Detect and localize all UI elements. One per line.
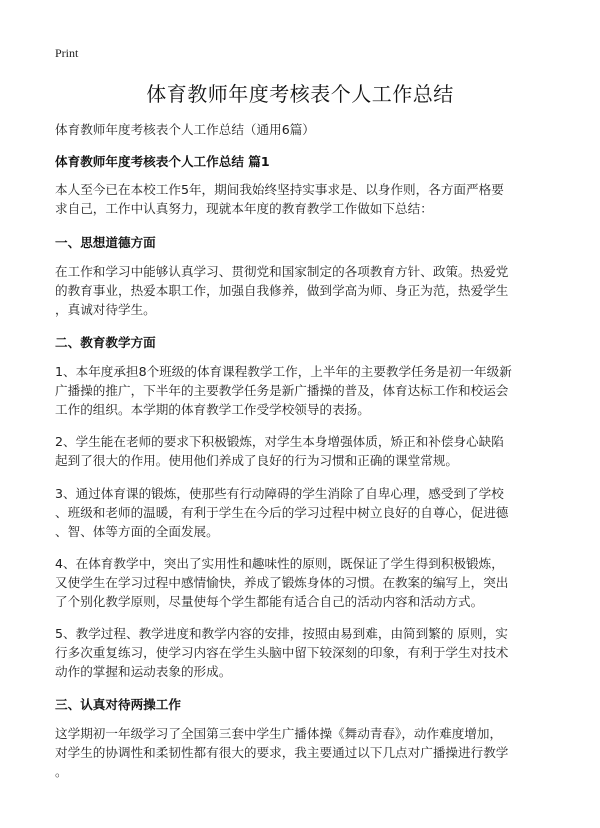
text-line: 起到了很大的作用。使用他们养成了良好的行为习惯和正确的课堂常规。 bbox=[55, 453, 458, 468]
text-line: ，真诚对待学生。 bbox=[55, 302, 156, 317]
text-line: 对学生的协调性和柔韧性都有很大的要求，我主要通过以下几点对广播操进行教学 bbox=[55, 745, 509, 760]
text-line: 本人至今已在本校工作5年，期间我始终坚持实事求是、以身作则，各方面严格要 bbox=[55, 182, 504, 197]
text-line: 、班级和老师的温暖，有利于学生在今后的学习过程中树立良好的自尊心，促进德 bbox=[55, 505, 509, 520]
document-title: 体育教师年度考核表个人工作总结 bbox=[146, 82, 454, 106]
text-line: 又使学生在学习过程中感情愉快，养成了锻炼身体的习惯。在教案的编写上，突出 bbox=[55, 575, 509, 590]
section-2-paragraph-3 bbox=[55, 484, 575, 541]
section-2-paragraph-2 bbox=[55, 432, 575, 470]
text-line: 动作的掌握和运动表象的形成。 bbox=[55, 664, 232, 679]
section-heading-1: 一、思想道德方面 bbox=[55, 235, 156, 250]
section-2-paragraph-5 bbox=[55, 624, 575, 681]
text-line: 1、本年度承担8个班级的体育课程教学工作，上半年的主要教学任务是初一年级新 bbox=[55, 364, 512, 379]
text-line: 4、在体育教学中，突出了实用性和趣味性的原则，既保证了学生得到积极锻炼， bbox=[55, 556, 504, 571]
text-line: 行多次重复练习，使学习内容在学生头脑中留下较深刻的印象，有利于学生对技术 bbox=[55, 645, 509, 660]
text-line: 、智、体等方面的全面发展。 bbox=[55, 524, 219, 539]
section-1-paragraph bbox=[55, 262, 575, 319]
section-2-paragraph-4 bbox=[55, 554, 575, 611]
text-line: 这学期初一年级学习了全国第三套中学生广播体操《舞动青春》，动作难度增加， bbox=[55, 726, 503, 741]
text-line: 3、通过体育课的锻炼，使那些有行动障碍的学生消除了自卑心理，感受到了学校 bbox=[55, 486, 504, 501]
section-2-paragraph-1 bbox=[55, 362, 575, 419]
text-line: 在工作和学习中能够认真学习、贯彻党和国家制定的各项教育方针、政策。热爱党 bbox=[55, 264, 509, 279]
print-label: Print bbox=[55, 46, 79, 60]
section-3-paragraph bbox=[55, 724, 575, 781]
section-heading-2: 二、教育教学方面 bbox=[55, 335, 156, 350]
text-line: 工作的组织。本学期的体育教学工作受学校领导的表扬。 bbox=[55, 402, 370, 417]
article-heading: 体育教师年度考核表个人工作总结 篇1 bbox=[55, 154, 270, 169]
section-heading-3: 三、认真对待两操工作 bbox=[55, 697, 181, 712]
text-line: 2、学生能在老师的要求下积极锻炼，对学生本身增强体质，矫正和补偿身心缺陷 bbox=[55, 434, 504, 449]
text-line: 广播操的推广，下半年的主要教学任务是新广播操的普及，体育达标工作和校运会 bbox=[55, 383, 509, 398]
text-line: 了个别化教学原则，尽量使每个学生都能有适合自己的活动内容和活动方式。 bbox=[55, 594, 484, 609]
text-line: 求自己，工作中认真努力，现就本年度的教育教学工作做如下总结： bbox=[55, 201, 433, 216]
document-subtitle: 体育教师年度考核表个人工作总结（通用6篇） bbox=[55, 122, 315, 137]
intro-paragraph bbox=[55, 180, 575, 218]
text-line: 的教育事业，热爱本职工作，加强自我修养，做到学高为师、身正为范，热爱学生 bbox=[55, 283, 509, 298]
text-line: 。 bbox=[55, 764, 68, 779]
text-line: 5、教学过程、教学进度和教学内容的安排，按照由易到难，由简到繁的 原则，实 bbox=[55, 626, 508, 641]
